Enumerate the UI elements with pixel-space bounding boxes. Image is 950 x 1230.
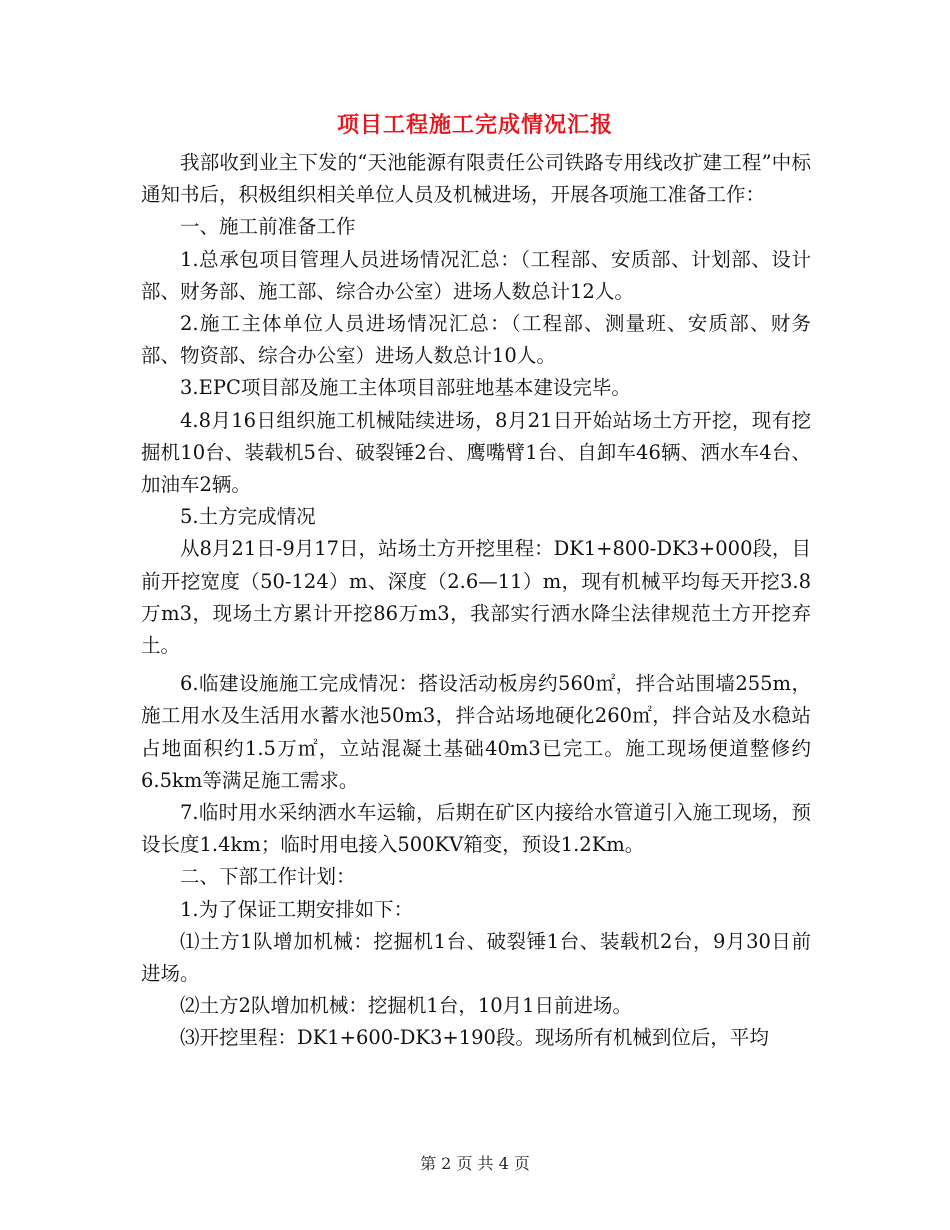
document-body	[141, 147, 811, 1055]
paragraph-earthwork: 从8月21日-9月17日，站场土方开挖里程：DK1+800-DK3+000段，目前开挖宽度（50-124）m、深度（2.6—11）m，现有机械平均每天开挖3.8万m3，现场土方累计开挖86万m3，我部实行洒水降尘法律规范土方开挖弃土。	[141, 537, 811, 658]
section-heading-2: 二、下部工作计划：	[180, 865, 356, 889]
page-footer: 第 2 页 共 4 页	[420, 1154, 530, 1173]
paragraph-item-5: 5.土方完成情况	[180, 505, 316, 529]
paragraph-item-1: 1.总承包项目管理人员进场情况汇总：（工程部、安质部、计划部、设计部、财务部、施工部、综合办公室）进场人数总计12人。	[141, 247, 811, 303]
paragraph-item-3: 3.EPC项目部及施工主体项目部驻地基本建设完毕。	[180, 376, 631, 400]
document-title: 项目工程施工完成情况汇报	[336, 113, 613, 138]
paragraph-item-7: 7.临时用水采纳洒水车运输，后期在矿区内接给水管道引入施工现场，预设长度1.4km；临时用电接入500KV箱变，预设1.2Km。	[141, 801, 811, 857]
section-heading-1: 一、施工前准备工作	[180, 215, 356, 239]
paragraph-item-4: 4.8月16日组织施工机械陆续进场，8月21日开始站场土方开挖，现有挖掘机10台、装载机5台、破裂锤2台、鹰嘴臂1台、自卸车46辆、洒水车4台、加油车2辆。	[141, 408, 811, 497]
paragraph-plan-1: 1.为了保证工期安排如下：	[180, 897, 414, 921]
paragraph-plan-1-3: ⑶开挖里程：DK1+600-DK3+190段。现场所有机械到位后，平均	[180, 1026, 769, 1050]
paragraph-plan-1-2: ⑵土方2队增加机械：挖掘机1台，10月1日前进场。	[180, 994, 633, 1018]
paragraph-item-6: 6.临建设施施工完成情况：搭设活动板房约560㎡，拌合站围墙255m，施工用水及生活用水蓄水池50m3，拌合站场地硬化260㎡，拌合站及水稳站占地面积约1.5万㎡，立站混凝土基础40m3已完工。施工现场便道整修约6.5km等满足施工需求。	[141, 672, 811, 792]
paragraph-intro: 我部收到业主下发的“天池能源有限责任公司铁路专用线改扩建工程”中标通知书后，积极组织相关单位人员及机械进场，开展各项施工准备工作：	[141, 151, 811, 207]
paragraph-plan-1-1: ⑴土方1队增加机械：挖掘机1台、破裂锤1台、装载机2台，9月30日前进场。	[141, 929, 811, 986]
paragraph-item-2: 2.施工主体单位人员进场情况汇总：（工程部、测量班、安质部、财务部、物资部、综合办公室）进场人数总计10人。	[141, 312, 811, 368]
